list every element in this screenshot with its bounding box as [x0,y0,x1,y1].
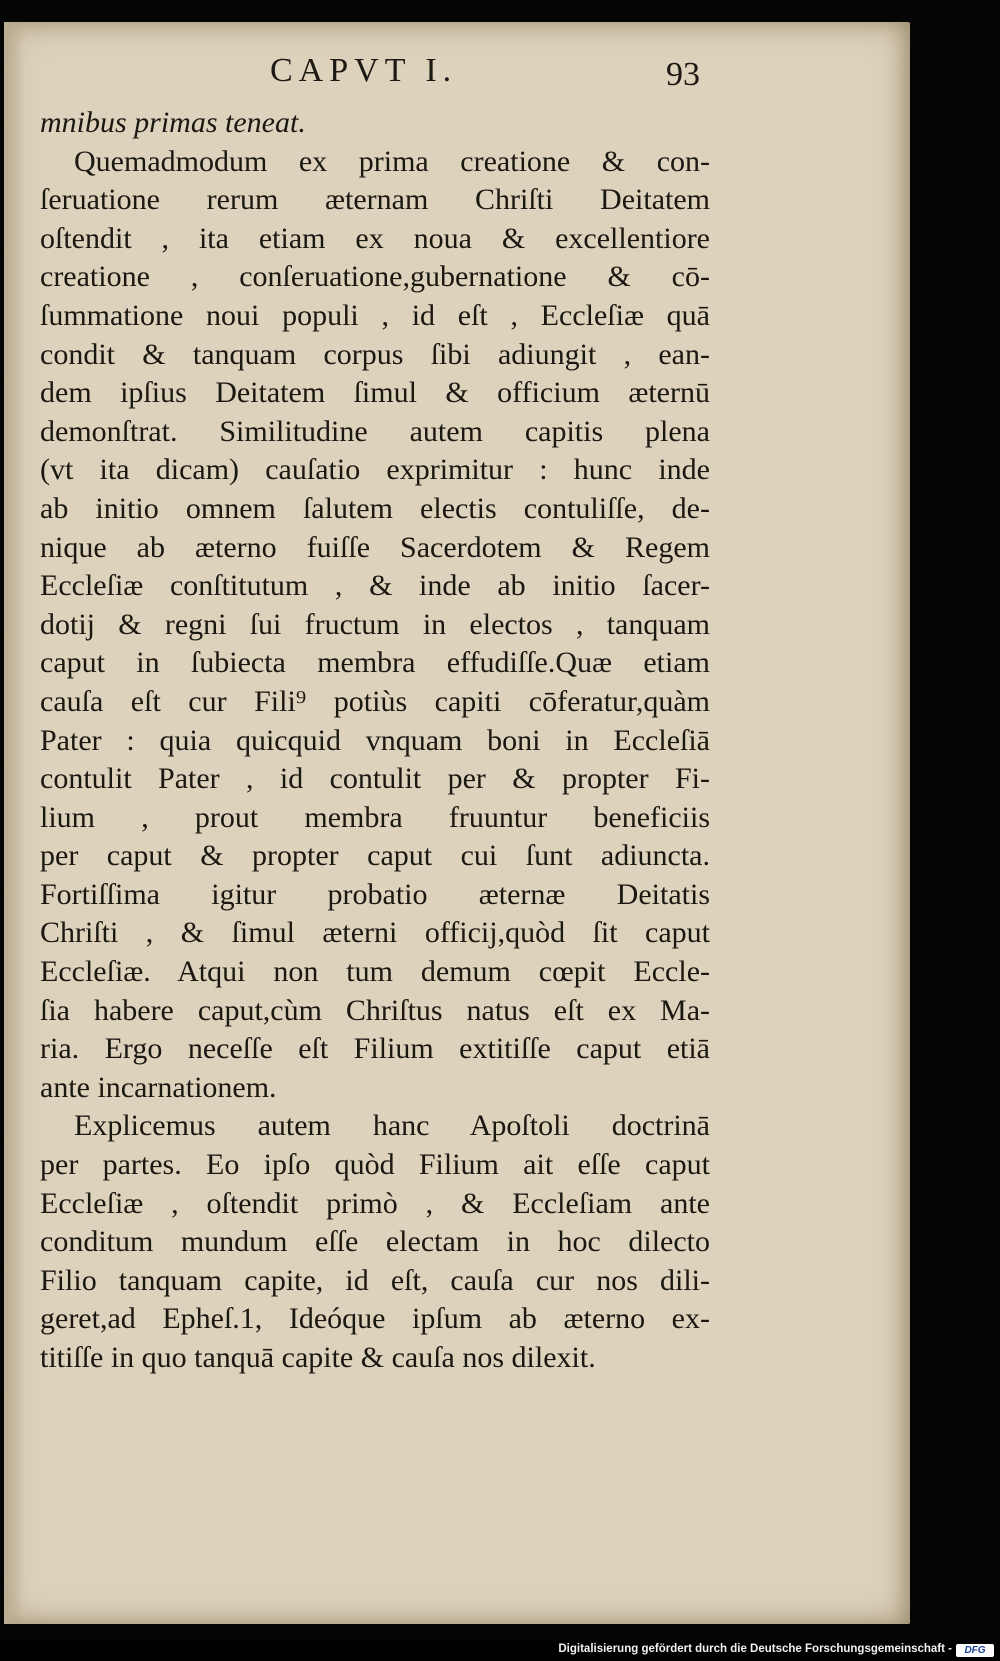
text-line: dem ipſius Deitatem ſimul & officium æternū [40,376,710,410]
text-line: caput in ſubiecta membra effudiſſe.Quæ etiam [40,646,710,680]
text-line: Filio tanquam capite, id eſt, cauſa cur nos dili- [40,1263,710,1297]
text-line: Eccleſiæ. Atqui non tum demum cœpit Eccle- [40,955,710,989]
page-number: 93 [666,56,700,93]
text-line: Pater : quia quicquid vnquam boni in Eccleſiā [40,723,710,757]
text-line: Fortiſſima igitur probatio æternæ Deitatis [40,877,710,911]
text-line: nique ab æterno fuiſſe Sacerdotem & Regem [40,530,710,564]
text-line: Explicemus autem hanc Apoſtoli doctrinā [74,1109,710,1143]
running-head: CAPVT I. [270,52,458,89]
text-line: ab initio omnem ſalutem electis contuliſſe, de- [40,491,710,525]
text-line: creatione , conſeruatione,gubernatione & cō- [40,260,710,294]
text-line: Eccleſiæ , oſtendit primò , & Eccleſiam ante [40,1186,710,1220]
text-line: ſummatione noui populi , id eſt , Eccleſiæ quā [40,298,710,332]
text-line: demonſtrat. Similitudine autem capitis plena [40,414,710,448]
text-line: dotij & regni ſui fructum in electos , tanquam [40,607,710,641]
text-line: geret,ad Epheſ.1, Ideóque ipſum ab æterno ex- [40,1302,710,1336]
text-line: lium , prout membra fruuntur beneficiis [40,800,710,834]
text-line: oſtendit , ita etiam ex noua & excellentiore [40,221,710,255]
text-line: Quemadmodum ex prima creatione & con- [74,144,710,178]
dfg-logo: DFG [956,1644,994,1657]
text-line: mnibus primas teneat. [40,106,306,139]
text-line: ſia habere caput,cùm Chriſtus natus eſt ex Ma- [40,993,710,1027]
text-line: ſeruatione rerum æternam Chriſti Deitatem [40,183,710,217]
text-line: ante incarnationem. [40,1070,277,1104]
text-line: titiſſe in quo tanquā capite & cauſa nos dilexit. [40,1341,596,1374]
text-line: contulit Pater , id contulit per & propter Fi- [40,762,710,796]
text-line: condit & tanquam corpus ſibi adiungit , ean- [40,337,710,371]
body-text [40,104,710,1378]
text-line: (vt ita dicam) cauſatio exprimitur : hunc inde [40,453,710,487]
text-line: per partes. Eo ipſo quòd Filium ait eſſe caput [40,1148,710,1182]
text-line: per caput & propter caput cui ſunt adiuncta. [40,839,710,873]
text-line: cauſa eſt cur Fili⁹ potiùs capiti cōferatur,quàm [40,684,710,718]
text-line: ria. Ergo neceſſe eſt Filium extitiſſe caput etiā [40,1032,710,1066]
text-line: Eccleſiæ conſtitutum , & inde ab initio ſacer- [40,569,710,603]
text-line: conditum mundum eſſe electam in hoc dilecto [40,1225,710,1259]
text-line: Chriſti , & ſimul æterni officij,quòd ſit caput [40,916,710,950]
page-gutter-shadow [4,22,24,1624]
digitization-credit: Digitalisierung gefördert durch die Deutsche Forschungsgemeinschaft - [558,1643,952,1655]
